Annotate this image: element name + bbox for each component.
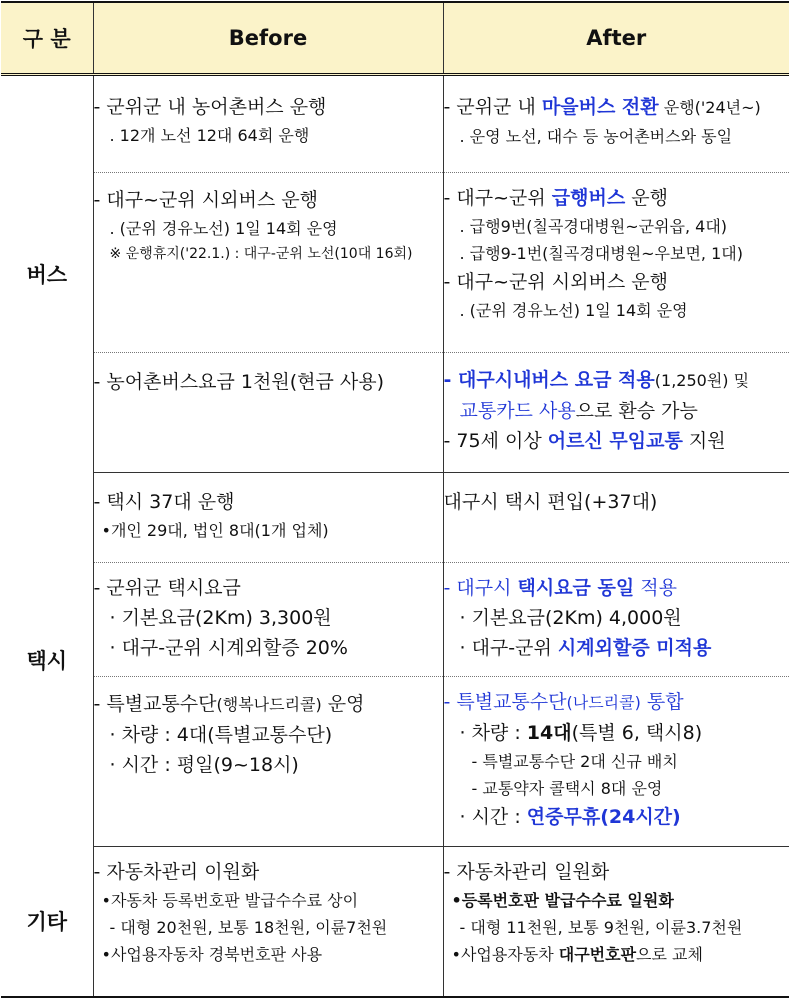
header-row [1, 2, 789, 75]
text-line: - 대구시 택시요금 동일 적용 [443, 577, 677, 599]
etc-before [93, 847, 443, 997]
text-line: - 군위군 내 농어촌버스 운행 [93, 96, 327, 118]
text-line: - 농어촌버스요금 1천원(현금 사용) [93, 371, 384, 393]
text-line: - 75세 이상 어르신 무임교통 지원 [443, 430, 726, 452]
highlight-text: 대구번호판 [558, 945, 637, 964]
etc-after [443, 847, 789, 997]
text-line: · 시간 : 연중무휴(24시간) [459, 806, 681, 828]
highlight-text: 급행버스 [551, 187, 626, 209]
header-category: 구 분 [1, 2, 93, 75]
category-taxi: 택시 [1, 473, 93, 847]
text-line: - 대구~군위 급행버스 운행 [443, 187, 668, 209]
text-line: . 운영 노선, 대수 등 농어촌버스와 동일 [459, 127, 733, 146]
text-line: . 급행9번(칠곡경대병원~군위읍, 4대) [459, 217, 728, 236]
comparison-table [1, 1, 789, 998]
bus-after-3 [443, 353, 789, 473]
text-line: •사업용자동차 대구번호판으로 교체 [451, 945, 703, 964]
text-line: - 특별교통수단 2대 신규 배치 [471, 752, 678, 771]
taxi-before-3 [93, 677, 443, 847]
text-line: 대구시 택시 편입(+37대) [443, 491, 658, 513]
taxi-before-2 [93, 563, 443, 677]
text-line: · 차량 : 4대(특별교통수단) [109, 724, 333, 746]
text-line: - 대구~군위 시외버스 운행 [93, 189, 318, 211]
text-line: - 군위군 택시요금 [93, 577, 241, 599]
text-line: - 특별교통수단(나드리콜) 통합 [443, 691, 684, 713]
text-line: · 시간 : 평일(9~18시) [109, 754, 299, 776]
text-line: · 차량 : 14대(특별 6, 택시8) [459, 722, 703, 744]
text-line: - 자동차관리 이원화 [93, 861, 260, 883]
taxi-after-3 [443, 677, 789, 847]
header-after: After [443, 2, 789, 75]
highlight-text: 시계외할증 미적용 [557, 637, 712, 659]
bus-before-2 [93, 173, 443, 353]
text-line: - 특별교통수단(행복나드리콜) 운영 [93, 693, 365, 715]
text-line: •사업용자동차 경북번호판 사용 [101, 945, 323, 964]
text-line: · 대구-군위 시계외할증 20% [109, 637, 348, 659]
bus-after-1 [443, 75, 789, 173]
text-line: . 급행9-1번(칠곡경대병원~우보면, 1대) [459, 244, 743, 263]
category-bus: 버스 [1, 75, 93, 473]
bus-before-1 [93, 75, 443, 173]
text-line: ※ 운행휴지('22.1.) : 대구-군위 노선(10대 16회) [109, 246, 413, 262]
taxi-before-1 [93, 473, 443, 563]
highlight-text: 택시요금 동일 [517, 577, 635, 599]
text-line: . (군위 경유노선) 1일 14회 운영 [109, 219, 338, 238]
bus-row-3 [1, 353, 789, 473]
category-etc: 기타 [1, 847, 93, 997]
taxi-after-1 [443, 473, 789, 563]
text-line: •등록번호판 발급수수료 일원화 [451, 891, 674, 910]
taxi-after-2 [443, 563, 789, 677]
highlight-text: - 대구시내버스 요금 적용 [443, 369, 655, 391]
highlight-text: 교통카드 사용 [459, 400, 576, 422]
text-line: - 자동차관리 일원화 [443, 861, 610, 883]
text-line: - 택시 37대 운행 [93, 491, 235, 513]
text-line: 교통카드 사용으로 환승 가능 [459, 400, 698, 422]
etc-row [1, 847, 789, 997]
bus-after-2 [443, 173, 789, 353]
text-line: . (군위 경유노선) 1일 14회 운영 [459, 301, 688, 320]
bus-row-1 [1, 75, 789, 173]
taxi-row-3 [1, 677, 789, 847]
text-line: - 군위군 내 마을버스 전환 운행('24년~) [443, 96, 761, 118]
bus-row-2 [1, 173, 789, 353]
highlight-text: 마을버스 전환 [541, 96, 659, 118]
text-line: . 12개 노선 12대 64회 운행 [109, 126, 310, 145]
text-line: - 대구~군위 시외버스 운행 [443, 271, 668, 293]
text-line: · 기본요금(2Km) 4,000원 [459, 607, 682, 629]
text-line: · 대구-군위 시계외할증 미적용 [459, 637, 712, 659]
highlight-text: 연중무휴(24시간) [526, 806, 681, 828]
text-line: - 교통약자 콜택시 8대 운영 [471, 779, 663, 798]
bus-before-3 [93, 353, 443, 473]
text-line: •개인 29대, 법인 8대(1개 업체) [101, 521, 329, 540]
header-before: Before [93, 2, 443, 75]
text-line: •자동차 등록번호판 발급수수료 상이 [101, 891, 359, 910]
highlight-text: 14대 [526, 722, 572, 744]
taxi-row-1 [1, 473, 789, 563]
text-line: - 대형 20천원, 보통 18천원, 이륜7천원 [109, 918, 388, 937]
taxi-row-2 [1, 563, 789, 677]
highlight-text: 어르신 무임교통 [547, 430, 683, 452]
text-line: · 기본요금(2Km) 3,300원 [109, 607, 332, 629]
text-line: - 대형 11천원, 보통 9천원, 이륜3.7천원 [459, 918, 743, 937]
text-line: - 대구시내버스 요금 적용(1,250원) 및 [443, 369, 750, 391]
